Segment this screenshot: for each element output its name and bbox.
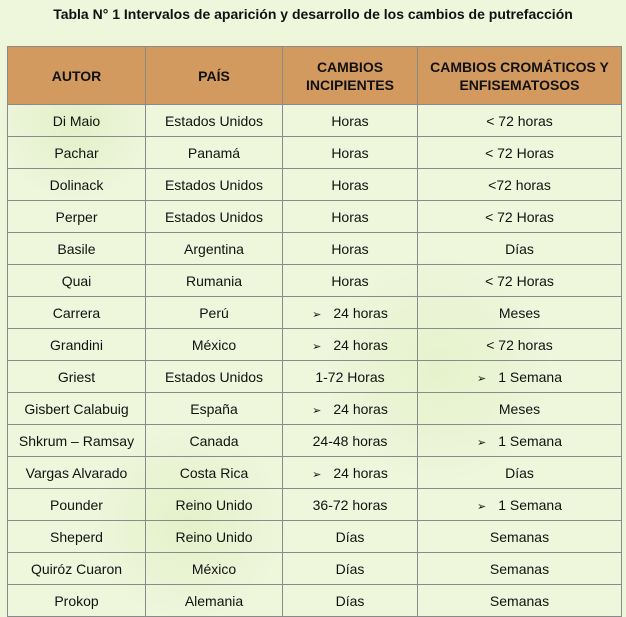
- cell-autor: [8, 585, 146, 617]
- cell-incipientes: [283, 585, 418, 617]
- cell-autor-text: Perper: [55, 208, 98, 225]
- cell-pais: [146, 329, 283, 361]
- cell-incipientes-text: 24 horas: [333, 336, 388, 353]
- cell-cromaticos-text: <72 horas: [488, 176, 551, 193]
- cell-incipientes-text: Días: [335, 592, 365, 609]
- cell-incipientes-text: 1-72 Horas: [315, 368, 385, 385]
- cell-autor-text: Grandini: [50, 336, 103, 353]
- cell-incipientes-text: Horas: [331, 208, 369, 225]
- cell-pais-text: Estados Unidos: [164, 368, 264, 385]
- table-row: [8, 297, 622, 329]
- cell-incipientes: [283, 265, 418, 297]
- table-body: [8, 105, 622, 617]
- cell-autor: [8, 457, 146, 489]
- cell-autor: [8, 233, 146, 265]
- cell-pais: [146, 297, 283, 329]
- cell-cromaticos: [418, 553, 622, 585]
- cell-autor-text: Prokop: [54, 592, 99, 609]
- table-row: [8, 201, 622, 233]
- cell-autor-text: Di Maio: [52, 112, 101, 129]
- cell-autor-text: Vargas Alvarado: [25, 464, 128, 481]
- cell-autor: [8, 329, 146, 361]
- cell-pais: [146, 553, 283, 585]
- cell-autor: [8, 137, 146, 169]
- cell-pais-text: Reino Unido: [175, 496, 253, 513]
- table-row: [8, 361, 622, 393]
- cell-cromaticos: [418, 265, 622, 297]
- cell-cromaticos-text: Semanas: [489, 592, 550, 609]
- cell-autor: [8, 201, 146, 233]
- cell-incipientes: [283, 553, 418, 585]
- cell-incipientes: [283, 105, 418, 137]
- cell-pais-text: México: [191, 560, 237, 577]
- cell-autor: [8, 521, 146, 553]
- cell-incipientes: [283, 169, 418, 201]
- cell-cromaticos-text: 1 Semana: [498, 432, 563, 449]
- cell-pais: [146, 233, 283, 265]
- cell-autor-text: Pounder: [50, 496, 103, 513]
- cell-autor-text: Dolinack: [49, 176, 104, 193]
- cell-cromaticos-text: Semanas: [489, 560, 550, 577]
- cell-cromaticos-text: 1 Semana: [498, 496, 563, 513]
- cell-incipientes-text: 24-48 horas: [312, 432, 388, 449]
- cell-pais: [146, 521, 283, 553]
- arrow-bullet-icon: ➢: [476, 500, 487, 513]
- cell-cromaticos-text: Semanas: [489, 528, 550, 545]
- cell-autor-text: Sheperd: [50, 528, 103, 545]
- table-row: [8, 105, 622, 137]
- cell-cromaticos-text: Meses: [498, 304, 541, 321]
- cell-pais-text: Alemania: [184, 592, 244, 609]
- cell-incipientes: [283, 233, 418, 265]
- header-cambios-cromaticos: CAMBIOS CROMÁTICOS Y ENFISEMATOSOS: [418, 47, 622, 105]
- cell-incipientes: [283, 425, 418, 457]
- cell-autor: [8, 553, 146, 585]
- cell-incipientes-text: 24 horas: [333, 304, 388, 321]
- cell-pais: [146, 201, 283, 233]
- cell-autor-text: Basile: [57, 240, 96, 257]
- cell-autor-text: Quiróz Cuaron: [30, 560, 123, 577]
- cell-cromaticos-text: < 72 horas: [486, 336, 553, 353]
- cell-autor-text: Griest: [57, 368, 96, 385]
- cell-incipientes-text: Horas: [331, 144, 369, 161]
- table-row: [8, 425, 622, 457]
- cell-autor: [8, 489, 146, 521]
- cell-pais: [146, 105, 283, 137]
- cell-pais: [146, 137, 283, 169]
- table-row: [8, 137, 622, 169]
- cell-pais-text: Rumania: [185, 272, 243, 289]
- cell-incipientes: [283, 489, 418, 521]
- cell-pais: [146, 425, 283, 457]
- table-row: [8, 329, 622, 361]
- cell-pais-text: Canada: [189, 432, 239, 449]
- cell-cromaticos: [418, 489, 622, 521]
- cell-incipientes-text: 36-72 horas: [312, 496, 388, 513]
- cell-incipientes: [283, 361, 418, 393]
- cell-pais: [146, 457, 283, 489]
- cell-cromaticos: [418, 297, 622, 329]
- cell-cromaticos: [418, 105, 622, 137]
- cell-cromaticos: [418, 137, 622, 169]
- arrow-bullet-icon: ➢: [312, 340, 322, 353]
- cell-cromaticos-text: 1 Semana: [498, 368, 563, 385]
- arrow-bullet-icon: ➢: [312, 468, 322, 481]
- cell-pais-text: Reino Unido: [175, 528, 253, 545]
- table-row: [8, 521, 622, 553]
- cell-cromaticos: [418, 425, 622, 457]
- cell-pais: [146, 265, 283, 297]
- table-row: [8, 457, 622, 489]
- cell-incipientes: [283, 457, 418, 489]
- header-pais: PAÍS: [146, 47, 283, 105]
- cell-cromaticos-text: < 72 Horas: [485, 272, 554, 289]
- cell-pais: [146, 489, 283, 521]
- cell-incipientes-text: 24 horas: [333, 464, 388, 481]
- cell-cromaticos: [418, 393, 622, 425]
- cell-incipientes-text: Horas: [331, 272, 369, 289]
- cell-incipientes: [283, 329, 418, 361]
- cell-autor: [8, 265, 146, 297]
- cell-cromaticos: [418, 329, 622, 361]
- table-row: [8, 585, 622, 617]
- cell-incipientes: [283, 393, 418, 425]
- header-autor: AUTOR: [8, 47, 146, 105]
- cell-incipientes: [283, 137, 418, 169]
- table-row: [8, 489, 622, 521]
- cell-incipientes-text: Días: [335, 528, 365, 545]
- cell-pais-text: España: [190, 400, 238, 417]
- cell-pais-text: Estados Unidos: [164, 112, 264, 129]
- table-row: [8, 169, 622, 201]
- header-cambios-incipientes: CAMBIOS INCIPIENTES: [283, 47, 418, 105]
- cell-cromaticos: [418, 169, 622, 201]
- cell-cromaticos: [418, 585, 622, 617]
- cell-incipientes-text: Horas: [331, 176, 369, 193]
- cell-pais-text: Argentina: [184, 240, 244, 257]
- cell-cromaticos-text: Días: [505, 464, 534, 481]
- cell-autor: [8, 105, 146, 137]
- cell-autor-text: Quai: [61, 272, 92, 289]
- cell-incipientes: [283, 297, 418, 329]
- cell-incipientes-text: 24 horas: [333, 400, 388, 417]
- cell-pais-text: Perú: [199, 304, 229, 321]
- cell-cromaticos: [418, 521, 622, 553]
- cell-pais-text: Panamá: [187, 144, 241, 161]
- cell-autor: [8, 169, 146, 201]
- cell-pais-text: México: [191, 336, 237, 353]
- cell-autor: [8, 393, 146, 425]
- cell-cromaticos: [418, 233, 622, 265]
- cell-pais-text: Estados Unidos: [164, 176, 264, 193]
- cell-incipientes-text: Horas: [331, 112, 369, 129]
- cell-autor-text: Pachar: [54, 144, 99, 161]
- putrefaction-table: [7, 46, 622, 617]
- cell-autor: [8, 361, 146, 393]
- cell-pais: [146, 169, 283, 201]
- arrow-bullet-icon: ➢: [312, 308, 322, 321]
- cell-autor: [8, 297, 146, 329]
- cell-pais: [146, 393, 283, 425]
- cell-cromaticos: [418, 201, 622, 233]
- cell-pais-text: Costa Rica: [179, 464, 249, 481]
- cell-pais-text: Estados Unidos: [164, 208, 264, 225]
- cell-cromaticos-text: < 72 horas: [486, 112, 553, 129]
- cell-autor-text: Shkrum – Ramsay: [18, 432, 135, 449]
- cell-incipientes: [283, 201, 418, 233]
- arrow-bullet-icon: ➢: [476, 372, 487, 385]
- cell-cromaticos-text: < 72 Horas: [485, 144, 554, 161]
- cell-pais: [146, 361, 283, 393]
- cell-autor-text: Carrera: [52, 304, 101, 321]
- cell-cromaticos-text: Días: [505, 240, 534, 257]
- cell-autor: [8, 425, 146, 457]
- cell-cromaticos-text: Meses: [498, 400, 541, 417]
- table-row: [8, 265, 622, 297]
- cell-pais: [146, 585, 283, 617]
- table-title: Tabla N° 1 Intervalos de aparición y desarrollo de los cambios de putrefacción: [53, 6, 573, 22]
- table-row: [8, 393, 622, 425]
- cell-incipientes: [283, 521, 418, 553]
- cell-autor-text: Gisbert Calabuig: [24, 400, 129, 417]
- header-row: [8, 47, 622, 105]
- cell-incipientes-text: Días: [335, 560, 365, 577]
- table-row: [8, 553, 622, 585]
- cell-incipientes-text: Horas: [331, 240, 369, 257]
- table-row: [8, 233, 622, 265]
- cell-cromaticos: [418, 361, 622, 393]
- cell-cromaticos-text: < 72 Horas: [485, 208, 554, 225]
- cell-cromaticos: [418, 457, 622, 489]
- arrow-bullet-icon: ➢: [312, 404, 322, 417]
- arrow-bullet-icon: ➢: [476, 436, 487, 449]
